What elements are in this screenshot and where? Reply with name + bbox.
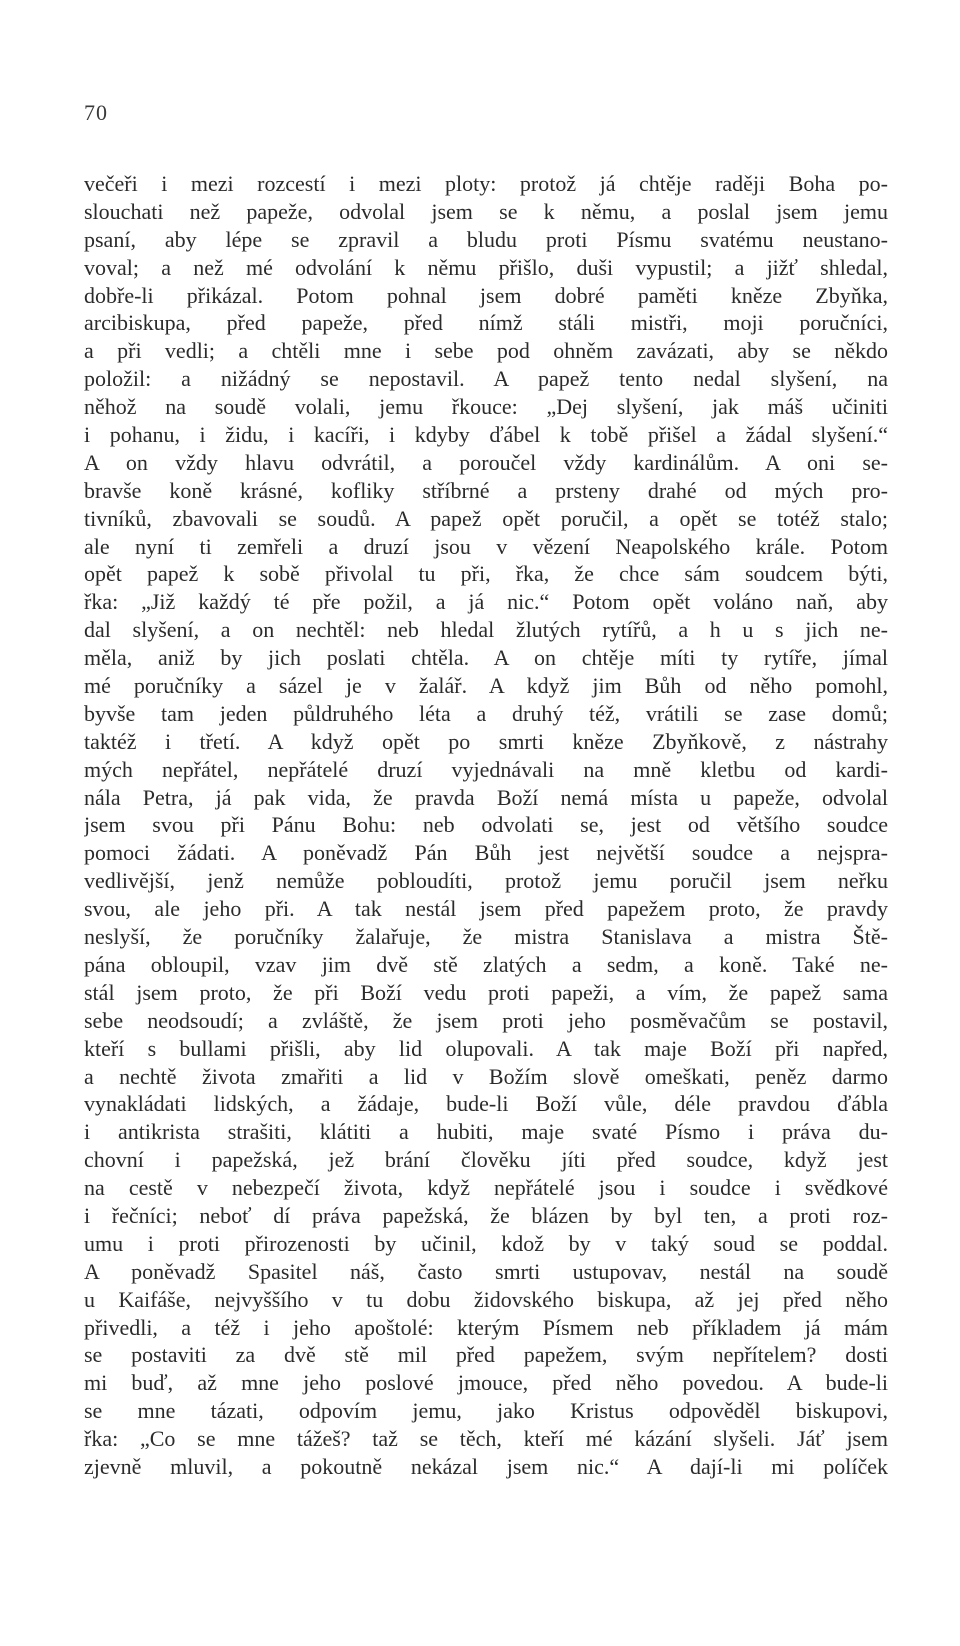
text-line: A on vždy hlavu odvrátil, a poroučel vždy kardinálům. A oni se- <box>84 449 888 475</box>
text-line: opět papež k sobě přivolal tu při, řka, že chce sám soudcem býti, <box>84 561 888 587</box>
text-line: svou, ale jeho při. A tak nestál jsem před papežem proto, že pravdy <box>84 896 888 922</box>
text-line: řka: „Co se mne tážeš? taž se těch, kteří mé kázání slyšeli. Jáť jsem <box>84 1426 888 1452</box>
text-line: se postaviti za dvě stě mil před papežem, svým nepřítelem? dosti <box>84 1342 888 1368</box>
text-line: nála Petra, já pak vida, že pravda Boží nemá místa u papeže, odvolal <box>84 784 888 810</box>
text-line: vynakládati lidských, a žádaje, bude-li Boží vůle, déle pravdou ďábla <box>84 1091 888 1117</box>
text-line: taktéž i třetí. A když opět po smrti kněze Zbyňkově, z nástrahy <box>84 728 888 754</box>
text-line: kteří s bullami přišli, aby lid olupovali. A tak maje Boží při napřed, <box>84 1035 888 1061</box>
text-line: psaní, aby lépe se zpravil a bludu proti Písmu svatému neustano- <box>84 226 888 252</box>
text-line: přivedli, a též i jeho apoštolé: kterým Písmem neb příkladem já mám <box>84 1314 888 1340</box>
text-line: ale nyní ti zemřeli a druzí jsou v vězení Neapolského krále. Potom <box>84 533 888 559</box>
text-line: chovní i papežská, jež brání člověku jíti před soudce, když jest <box>84 1147 888 1173</box>
text-line: sebe neodsoudí; a zvláště, že jsem proti jeho posměvačům se postavil, <box>84 1007 888 1033</box>
text-line: byvše tam jeden půldruhého léta a druhý též, vrátili se zase domů; <box>84 700 888 726</box>
text-line: umu i proti přirozenosti by učinil, kdož by v taký soud se poddal. <box>84 1230 888 1256</box>
text-line: pomoci žádati. A poněvadž Pán Bůh jest největší soudce a nejspra- <box>84 840 888 866</box>
page-number: 70 <box>84 100 108 125</box>
text-line: se mne tázati, odpovím jemu, jako Kristus odpověděl biskupovi, <box>84 1398 888 1424</box>
text-line: jsem svou při Pánu Bohu: neb odvolati se, jest od většího soudce <box>84 812 888 838</box>
text-line: i řečníci; neboť dí práva papežská, že blázen by byl ten, a proti roz- <box>84 1202 888 1228</box>
text-line: něhož na soudě volali, jemu řkouce: „Dej slyšení, jak máš učiniti <box>84 394 888 420</box>
text-line: u Kaifáše, nejvyššího v tu dobu židovského biskupa, až jej před něho <box>84 1286 888 1312</box>
text-line: voval; a než mé odvolání k němu přišlo, duši vypustil; a jižť shledal, <box>84 254 888 280</box>
text-line: bravše koně krásné, kofliky stříbrné a prsteny drahé od mých pro- <box>84 477 888 503</box>
text-line: řka: „Již každý té pře požil, a já nic.“ Potom opět voláno naň, aby <box>84 589 888 615</box>
text-line: mých nepřátel, nepřátelé druzí vyjednávali na mně kletbu od kardi- <box>84 756 888 782</box>
text-line: položil: a nižádný se nepostavil. A papež tento nedal slyšení, na <box>84 366 888 392</box>
text-line: dobře-li přikázal. Potom pohnal jsem dobré paměti kněze Zbyňka, <box>84 282 888 308</box>
text-line: mi buď, až mne jeho poslové jmouce, před něho povedou. A bude-li <box>84 1370 888 1396</box>
text-line: arcibiskupa, před papeže, před nímž stáli mistři, moji poručníci, <box>84 310 888 336</box>
text-line: mé poručníky a sázel je v žalář. A když jim Bůh od něho pomohl, <box>84 673 888 699</box>
text-line: tivníků, zbavovali se soudů. A papež opět poručil, a opět se totéž stalo; <box>84 505 888 531</box>
text-line: večeři i mezi rozcestí i mezi ploty: protož já chtěje raději Boha po- <box>84 171 888 196</box>
text-line: neslyší, že poručníky žalařuje, že mistra Stanislava a mistra Ště- <box>84 924 888 950</box>
text-line: vedlivější, jenž nemůže pobloudíti, protož jemu poručil jsem neřku <box>84 868 888 894</box>
text-line: A poněvadž Spasitel náš, často smrti ustupovav, nestál na soudě <box>84 1258 888 1284</box>
text-line: dal slyšení, a on nechtěl: neb hledal žlutých rytířů, a h u s jich ne- <box>84 617 888 643</box>
text-line: zjevně mluvil, a pokoutně nekázal jsem nic.“ A dají-li mi políček <box>84 1453 888 1479</box>
text-line: i antikrista strašiti, klátiti a hubiti, maje svaté Písmo i práva du- <box>84 1119 888 1145</box>
text-line: i pohanu, i židu, i kacíři, i kdyby ďábel k tobě přišel a žádal slyšení.“ <box>84 422 888 448</box>
text-line: slouchati než papeže, odvolal jsem se k němu, a poslal jsem jemu <box>84 198 888 224</box>
body-text <box>84 170 888 1481</box>
text-line: a nechtě života zmařiti a lid v Božím slově omeškati, peněz darmo <box>84 1063 888 1089</box>
text-line: pána obloupil, vzav jim dvě stě zlatých a sedm, a koně. Také ne- <box>84 951 888 977</box>
text-line: měla, aniž by jich poslati chtěla. A on chtěje míti ty rytíře, jímal <box>84 645 888 671</box>
text-line: a při vedli; a chtěli mne i sebe pod ohněm zavázati, aby se někdo <box>84 338 888 364</box>
text-line: na cestě v nebezpečí života, když nepřátelé jsou i soudce i svědkové <box>84 1175 888 1201</box>
text-line: stál jsem proto, že při Boží vedu proti papeži, a vím, že papež sama <box>84 979 888 1005</box>
